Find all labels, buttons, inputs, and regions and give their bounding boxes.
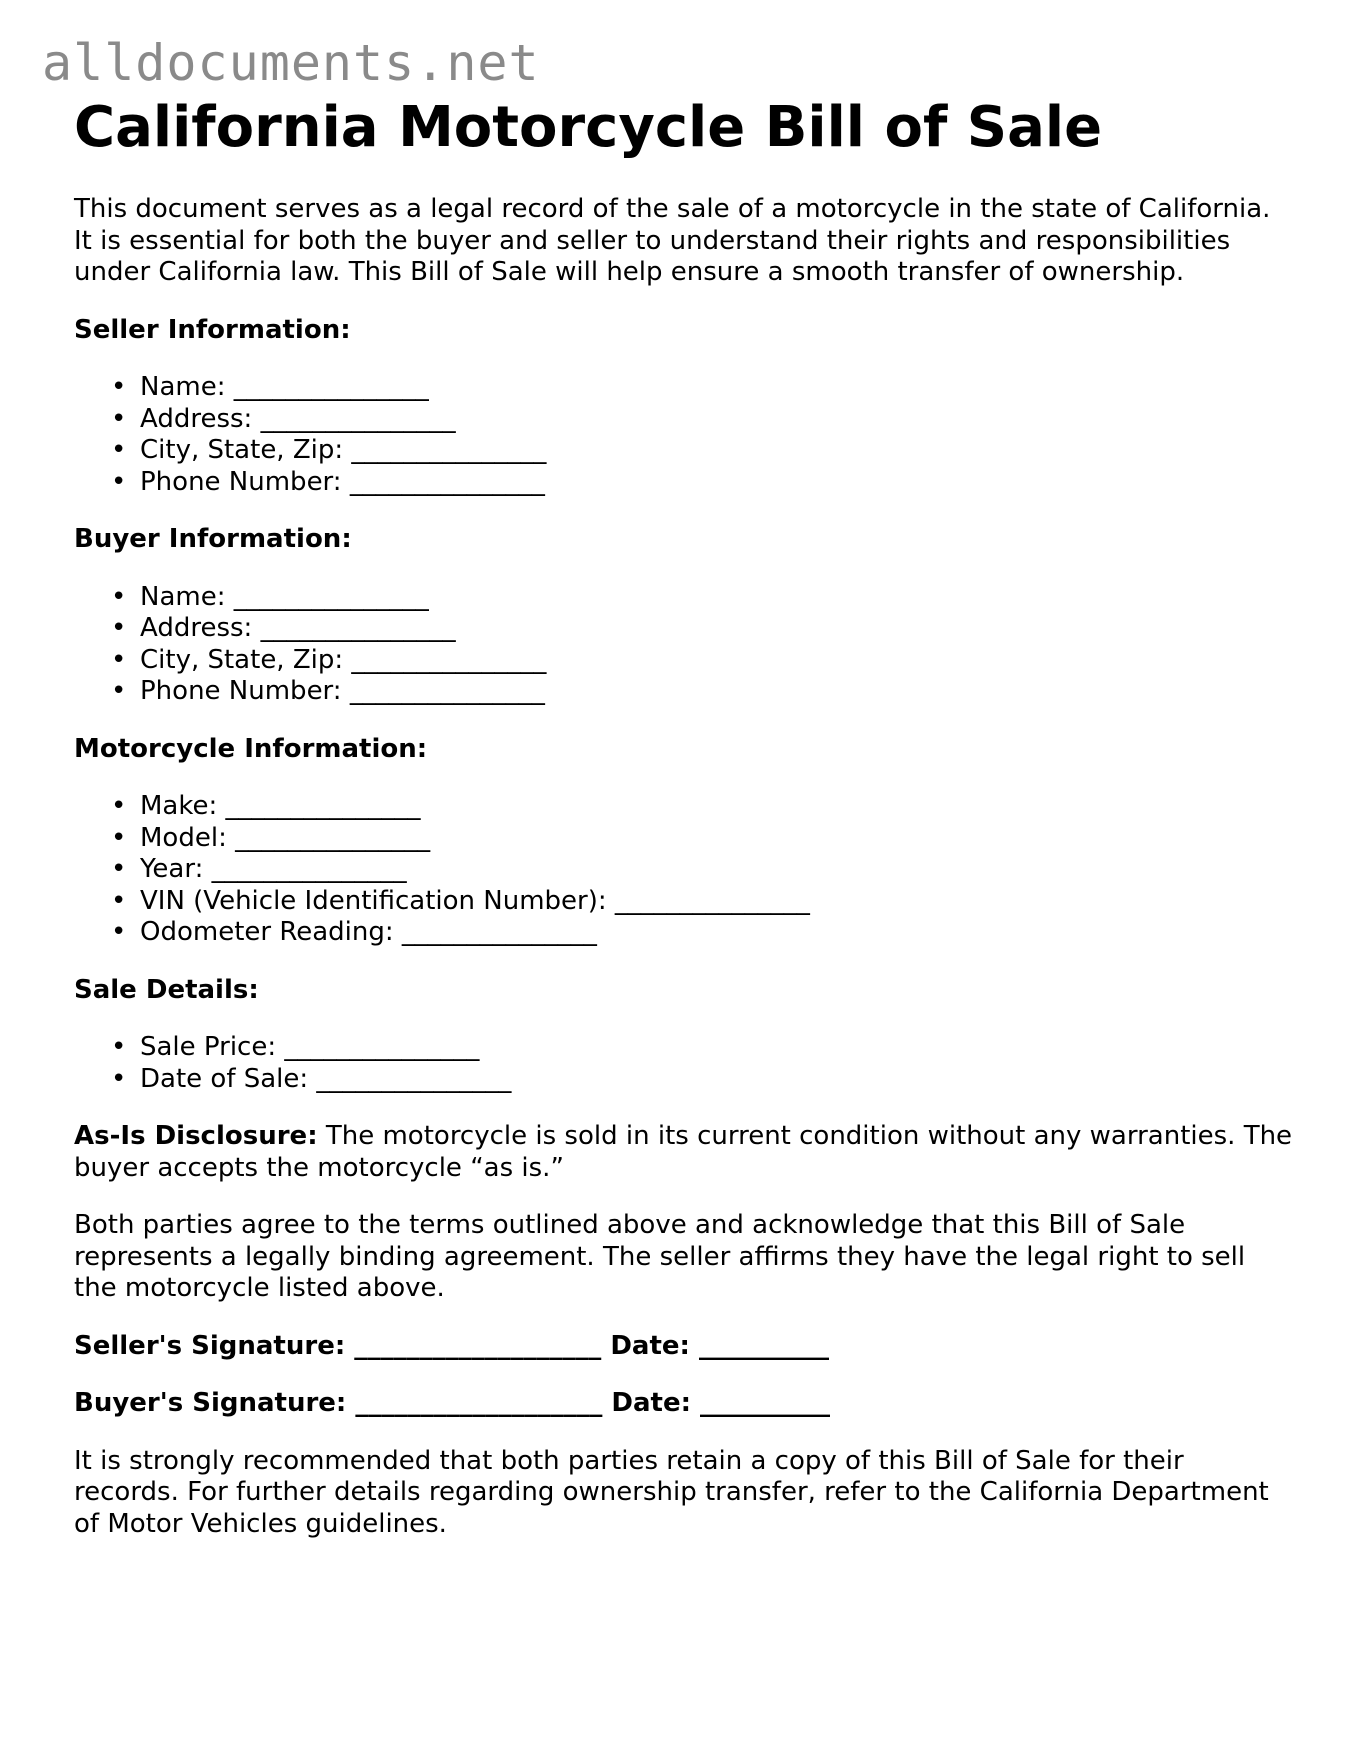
buyer-heading: Buyer Information: [74, 524, 352, 554]
as-is-text: The motorcycle is sold in its current condition without any warranties. The buyer accepts the motorcycle “as is.” [74, 1121, 1293, 1183]
seller-name-field[interactable]: • Name: _______________ [140, 372, 1294, 404]
make-field[interactable]: • Make: _______________ [140, 791, 1294, 823]
buyer-name-field[interactable]: • Name: _______________ [140, 582, 1294, 614]
date-of-sale-field[interactable]: • Date of Sale: _______________ [140, 1064, 1294, 1096]
buyer-city-state-zip-field[interactable]: • City, State, Zip: _______________ [140, 645, 1294, 677]
as-is-disclosure [74, 1121, 1294, 1184]
year-field[interactable]: • Year: _______________ [140, 854, 1294, 886]
sale-heading: Sale Details: [74, 974, 259, 1005]
sale-list [74, 1032, 1294, 1095]
agreement-paragraph: Both parties agree to the terms outlined above and acknowledge that this Bill of Sale represents a legally binding agreement. The seller affirms they have the legal right to sell the motorcycle listed above. [74, 1210, 1246, 1303]
vin-field[interactable]: • VIN (Vehicle Identification Number): _______________ [140, 886, 1294, 918]
as-is-label: As-Is Disclosure: [74, 1121, 318, 1151]
document-title: California Motorcycle Bill of Sale [74, 95, 1103, 160]
seller-signature-line[interactable]: Seller's Signature: ___________________ Date: __________ [74, 1330, 829, 1361]
seller-address-field[interactable]: • Address: _______________ [140, 404, 1294, 436]
intro-paragraph: This document serves as a legal record of the sale of a motorcycle in the state of California. It is essential for both the buyer and seller to understand their rights and responsibilities under California law. This Bill of Sale will help ensure a smooth transfer of ownership. [74, 194, 1271, 287]
buyer-phone-field[interactable]: • Phone Number: _______________ [140, 676, 1294, 708]
closing-paragraph: It is strongly recommended that both parties retain a copy of this Bill of Sale for their records. For further details regarding ownership transfer, refer to the California Department of Motor Vehicles guidelines. [74, 1445, 1269, 1539]
watermark: alldocuments.net [42, 34, 540, 92]
motorcycle-heading: Motorcycle Information: [74, 733, 428, 764]
motorcycle-list [74, 791, 1294, 949]
sale-price-field[interactable]: • Sale Price: _______________ [140, 1032, 1294, 1064]
buyer-address-field[interactable]: • Address: _______________ [140, 613, 1294, 645]
seller-city-state-zip-field[interactable]: • City, State, Zip: _______________ [140, 435, 1294, 467]
odometer-field[interactable]: • Odometer Reading: _______________ [140, 917, 1294, 949]
model-field[interactable]: • Model: _______________ [140, 823, 1294, 855]
buyer-list [74, 582, 1294, 708]
document-page [74, 96, 1294, 1540]
seller-heading: Seller Information: [74, 314, 351, 345]
buyer-signature-line[interactable]: Buyer's Signature: ___________________ Date: __________ [74, 1388, 831, 1418]
seller-phone-field[interactable]: • Phone Number: _______________ [140, 467, 1294, 499]
seller-list [74, 372, 1294, 498]
